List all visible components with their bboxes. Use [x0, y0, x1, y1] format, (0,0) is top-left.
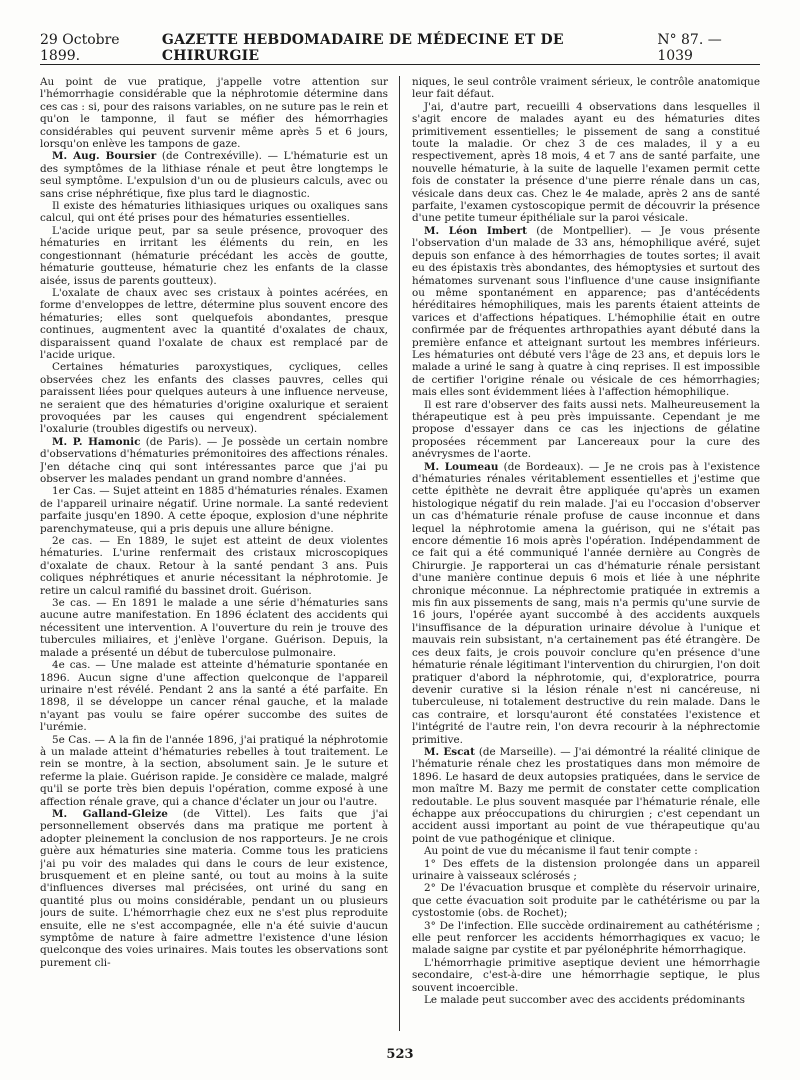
- speaker-paragraph: [40, 150, 388, 200]
- speaker-name: M. Galland-Gleize: [52, 807, 168, 820]
- speaker-name: M. Loumeau: [424, 460, 499, 473]
- running-header: [40, 32, 760, 65]
- paragraph: L'acide urique peut, par sa seule présence, provoquer des hématuries en irritant les éléments du rein, en les congestionnant (hématurie précédant les accès de goutte, hématurie goutteuse, hématurie chez les enfants de la classe aisée, issus de parents goutteux).: [40, 224, 388, 287]
- issue-date: 29 Octobre 1899.: [40, 32, 120, 64]
- paragraph: Au point de vue pratique, j'appelle votre attention sur l'hémorrhagie considérable que la néphrotomie détermine dans ces cas : si, pour des raisons variables, on ne suture pas le rein et qu'on le tamponne, il faut se méfier des hémorrhagies considérables qui peuvent survenir même après 5 et 6 jours, lorsqu'on enlève les tampons de gaze.: [40, 76, 388, 151]
- paragraph: 2e cas. — En 1889, le sujet est atteint de deux violentes hématuries. L'urine renfermait des cristaux microscopiques d'oxalate de chaux. Retour à la santé pendant 3 ans. Puis coliques néphrétiques et anurie nécessitant la néphrotomie. Je retire un calcul ramifié du bassinet droit. Guérison.: [40, 535, 388, 597]
- speaker-paragraph: [40, 808, 388, 969]
- speaker-name: M. P. Hamonic: [52, 435, 141, 448]
- journal-title: GAZETTE HEBDOMADAIRE DE MÉDECINE ET DE CHIRURGIE: [161, 32, 564, 64]
- speaker-name: M. Léon Imbert: [424, 224, 527, 237]
- speaker-name: M. Aug. Boursier: [52, 150, 157, 163]
- paragraph: 5e Cas. — A la fin de l'année 1896, j'ai pratiqué la néphrotomie à un malade atteint d'hématuries rebelles à tout traitement. Le rein se montre, à la section, absolument sain. Je le suture et referme la plaie. Guérison rapide. Je considère ce malade, malgré qu'il se porte très bien depuis l'opération, comme exposé à une affection rénale grave, qui a chance d'éclater un jour ou l'autre.: [40, 733, 388, 808]
- paragraph: J'ai, d'autre part, recueilli 4 observations dans lesquelles il s'agit encore de malades ayant eu des hématuries dites primitivement essentielles; le pissement de sang a constitué toute la maladie. Or chez 3 de ces malades, il y a eu respectivement, après 18 mois, 4 et 7 ans de santé parfaite, une nouvelle hématurie, à la suite de laquelle l'examen permit cette fois de constater la présence d'une pierre rénale dans un cas, vésicale dans deux cas. Chez le 4e malade, après 2 ans de santé parfaite, l'examen cystoscopique permit de découvrir la présence d'une petite tumeur épithéliale sur la paroi vésicale.: [412, 100, 760, 225]
- paragraph-text: (de Marseille). — J'ai démontré la réalité clinique de l'hématurie rénale chez les prostatiques dans mon mémoire de 1896. Le hasard de deux autopsies pratiquées, dans le service de mon maître M. Bazy me permit de constater cette complication redoutable. Le plus souvent masquée par l'hématurie rénale, elle échappe aux préoccupations du chirurgien ; c'est cependant un accident aussi important au point de vue thérapeutique qu'au point de vue pathogénique et clinique.: [412, 745, 760, 845]
- paragraph-text: (de Vittel). Les faits que j'ai personnellement observés dans ma pratique me portent à adopter pleinement la conclusion de nos rapporteurs. Je ne crois guère aux hématuries sine materia. Comme tous les praticiens j'ai pu voir des malades qui dans le cours de leur existence, brusquement et en pleine santé, ou tout au moins à la suite d'influences diverses mal précisées, ont uriné du sang en quantité plus ou moins considérable, pendant un ou plusieurs jours de suite. L'hémorrhagie chez eux ne s'est plus reproduite ensuite, elle ne s'est accompagnée, elle n'a été suivie d'aucun symptôme de nature à faire admettre l'existence d'une lésion quelconque des voies urinaires. Mais toutes les observations sont purement cli-: [40, 807, 388, 969]
- paragraph-text: (de Montpellier). — Je vous présente l'observation d'un malade de 33 ans, hémophilique avéré, sujet depuis son enfance à des hémorrhagies de toutes sortes; il avait eu des épistaxis très abondantes, des hémoptysies et surtout des hématomes survenant sous l'influence d'une cause insignifiante ou même spontanément en apparence; pas d'antécédents héréditaires hémophiliques, mais les parents étaient atteints de varices et d'affections hépatiques. L'hémophilie était en outre confirmée par de fréquentes arthropathies ayant débuté dans la première enfance et atteignant surtout les membres inférieurs. Les hématuries ont débuté vers l'âge de 23 ans, et depuis lors le malade a uriné le sang à quatre à cinq reprises. Il est impossible de certifier l'origine rénale ou vésicale de ces hémorrhagies; mais elles sont évidemment liées à l'affection hémophilique.: [412, 224, 760, 399]
- paragraph: L'hémorrhagie primitive aseptique devient une hémorrhagie secondaire, c'est-à-dire une hémorrhagie septique, le plus souvent incoercible.: [412, 956, 760, 994]
- issue-page-reference: N° 87. — 1039: [657, 32, 722, 64]
- paragraph: Il est rare d'observer des faits aussi nets. Malheureusement la thérapeutique est à peu près impuissante. Cependant je me propose d'essayer dans ce cas les injections de gélatine proposées récemment par Lancereaux pour la cure des anévrysmes de l'aorte.: [412, 398, 760, 461]
- paragraph-text: (de Contrexéville). — L'hématurie est un des symptômes de la lithiase rénale et peut être longtemps le seul symptôme. L'expulsion d'un ou de plusieurs calculs, avec ou sans crise néphrétique, fixe plus tard le diagnostic.: [40, 150, 388, 200]
- paragraph: 1° Des effets de la distension prolongée dans un appareil urinaire à vaisseaux sclérosés ;: [412, 857, 760, 882]
- right-column: [412, 76, 760, 1040]
- left-column: [40, 76, 388, 1040]
- speaker-paragraph: [412, 746, 760, 845]
- paragraph: 3e cas. — En 1891 le malade a une série d'hématuries sans aucune autre manifestation. En 1896 éclatent des accidents qui nécessitent une intervention. A l'ouverture du rein je trouve des tubercules miliaires, et j'enlève l'organe. Guérison. Depuis, la malade a présenté un début de tuberculose pulmonaire.: [40, 597, 388, 659]
- speaker-name: M. Escat: [424, 745, 475, 758]
- speaker-paragraph: [412, 461, 760, 746]
- paragraph: Certaines hématuries paroxystiques, cycliques, celles observées chez les enfants des classes pauvres, celles qui paraissent liées pour quelques auteurs à une influence nerveuse, ne seraient que des hématuries d'origine oxalurique et seraient provoquées par les causes qui engendrent spécialement l'oxalurie (troubles digestifs ou nerveux).: [40, 361, 388, 436]
- speaker-paragraph: [40, 436, 388, 486]
- page-number: 523: [386, 1047, 414, 1062]
- paragraph-text: (de Paris). — Je possède un certain nombre d'observations d'hématuries prémonitoires des affections rénales. J'en détache cinq qui sont intéressantes parce que j'ai pu observer les malades pendant un grand nombre d'années.: [40, 435, 388, 485]
- paragraph: Il existe des hématuries lithiasiques uriques ou oxaliques sans calcul, qui ont été prises pour des hématuries essentielles.: [40, 200, 388, 225]
- paragraph: L'oxalate de chaux avec ses cristaux à pointes acérées, en forme d'enveloppes de lettre, détermine plus souvent encore des hématuries; elles sont quelquefois abondantes, presque continues, augmentent avec la quantité d'oxalates de chaux, disparaissent quand l'oxalate de chaux est remplacé par de l'acide urique.: [40, 286, 388, 361]
- paragraph: 4e cas. — Une malade est atteinte d'hématurie spontanée en 1896. Aucun signe d'une affection quelconque de l'appareil urinaire n'est révélé. Pendant 2 ans la santé a été parfaite. En 1898, il se développe un cancer rénal gauche, et la malade n'ayant pas voulu se faire opérer succombe des suites de l'urémie.: [40, 659, 388, 734]
- paragraph-text: (de Bordeaux). — Je ne crois pas à l'existence d'hématuries rénales véritablement essentielles et j'estime que cette épithète ne devrait être appliquée qu'après un examen histologique négatif du rein malade. J'ai eu l'occasion d'observer un cas d'hématurie rénale profuse de cause inconnue et dans lequel la néphrotomie amena la guérison, qui ne s'était pas encore démentie 16 mois après l'opération. Indépendamment de ce fait qui a été communiqué l'année dernière au Congrès de Chirurgie. Je rapporterai un cas d'hématurie rénale persistant d'une manière continue depuis 6 mois et liée à une néphrite chronique méconnue. La néphrectomie pratiquée in extremis a mis fin aux pissements de sang, mais n'a permis qu'une survie de 16 jours, l'opérée ayant succombé à des accidents auxquels l'insuffisance de la dépuration urinaire dévolue à l'unique et mauvais rein subsistant, n'a certainement pas été étrangère. De ces deux faits, je crois pouvoir conclure qu'en présence d'une hématurie rénale légitimant l'intervention du chirurgien, l'on doit pratiquer d'abord la néphrotomie, qui, d'exploratrice, pourra devenir curative si la lésion rénale n'est ni cancéreuse, ni tuberculeuse, ni totalement destructive du rein malade. Dans le cas contraire, et lorsqu'auront été constatées l'existence et l'intégrité de l'autre rein, l'on devra recourir à la néphrectomie primitive.: [412, 460, 760, 746]
- paragraph: niques, le seul contrôle vraiment sérieux, le contrôle anatomique leur fait défaut.: [412, 76, 760, 101]
- paragraph: 3° De l'infection. Elle succède ordinairement au cathétérisme ; elle peut renforcer les accidents hémorrhagiques ex vacuo; le malade saigne par cystite et par pyélonéphrite hémorrhagique.: [412, 919, 760, 957]
- paragraph: Au point de vue du mécanisme il faut tenir compte :: [424, 845, 698, 858]
- paragraph: 2° De l'évacuation brusque et complète du réservoir urinaire, que cette évacuation soit produite par le cathétérisme ou par la cystostomie (obs. de Rochet);: [412, 882, 760, 920]
- article-body: [40, 76, 760, 1040]
- paragraph: 1er Cas. — Sujet atteint en 1885 d'hématuries rénales. Examen de l'appareil urinaire négatif. Urine normale. La santé redevient parfaite jusqu'en 1890. A cette époque, explosion d'une néphrite parenchymateuse, qui a pris depuis une allure bénigne.: [40, 485, 388, 535]
- speaker-paragraph: [412, 225, 760, 399]
- paragraph: Le malade peut succomber avec des accidents prédominants: [424, 994, 746, 1007]
